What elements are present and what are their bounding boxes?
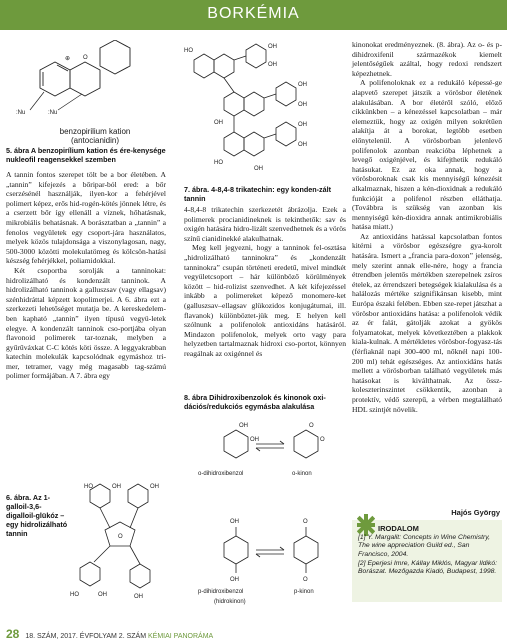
svg-text:HO: HO	[70, 592, 79, 598]
figure8-label: p-kinon	[294, 589, 314, 595]
figure8-caption: 8. ábra Dihidroxibenzolok és kinonok oxi-dációs/redukciós egymásba alakulása	[184, 393, 326, 411]
svg-text:OH: OH	[298, 102, 307, 108]
figure8-structure	[184, 413, 349, 613]
figure8-label: o-dihidroxibenzol	[198, 471, 244, 477]
svg-text::Nu: :Nu	[48, 110, 58, 116]
svg-text:OH: OH	[230, 519, 239, 525]
column2-text	[184, 205, 346, 359]
column2-paragraph: Meg kell jegyezni, hogy a tanninok fel-osztása „hidrolizálható tanninokra” és „kondenzált tanninokra” csupán történeti eredetű, mivel mindkét vegyületcsoport – hár különböző körülmények között – hid-rolizist szenvedhet. A két kifejezéssel inkább a polimereket képező monomere-ket (galluszsav–ellagsav glükozidos konjugátumai, ill. flavanok) különböztet-jük meg. E helyen kell szólnunk a polifenolok antioxidáns hatásáról. Mindazon polifenolok, melyek orto vagy para helyzetben tartalmaznak hidroxi cso-portot, könnyen reagálnak az oxigénnel és	[184, 243, 346, 358]
column3-paragraph: A polifenoloknak ez a redukáló képessé-ge alapvető szerepet játszik a vörösbor életének alakulásában. A bor életéről szóló, előző cikkünkben – a kénezéssel kapcsolatban – már elemeztük, hogy az oxigén milyen sokrétűen alakítja át a borokat, legtöbb esetben előnytelenül. A vörösborban jelenlevő polifenolok azonban reakcióba léphetnek a levegő oxigénjével, és kifejthetik redukáló hatásukat. Ez az oka annak, hogy a vörösboroknak csak kis mennyiségű kénezésit alkalmaznak, hiszen a kén-dioxidnak a redukáló funkcióját a polifenol részben elláthatja. (Továbbra is szükség van azonban kis mennyiségű kén-dioxidra annak antimikrobiális hatása miatt.)	[352, 78, 502, 232]
figure5-structure	[10, 40, 150, 135]
svg-text:O: O	[309, 423, 314, 429]
figure8-label: (hidrokinon)	[214, 599, 246, 605]
figure8-label: o-kinon	[292, 471, 312, 477]
svg-text:OH: OH	[214, 120, 223, 126]
svg-text:HO: HO	[214, 160, 223, 166]
svg-text:HO: HO	[184, 48, 193, 54]
svg-text:OH: OH	[134, 594, 143, 600]
column1-text	[6, 170, 166, 381]
svg-text:OH: OH	[98, 592, 107, 598]
svg-text:OH: OH	[254, 166, 263, 172]
svg-text:OH: OH	[298, 82, 307, 88]
references-box	[352, 520, 502, 602]
figure7-caption: 7. ábra. 4-8,4-8 trikatechin: egy konden-zált tannin	[184, 185, 331, 203]
footer	[6, 627, 213, 641]
author-signature: Hajós György	[451, 508, 500, 517]
column3-text	[352, 40, 502, 414]
page-number: 28	[6, 627, 20, 641]
column3-paragraph: kinonokat eredményeznek. (8. ábra). Az o- és p-dihidroxifenil származékok kiemelt jelentőségűek azáltal, hogy redoxi rendszert képezhetnek.	[352, 40, 502, 78]
column1-paragraph: Két csoportba sorolják a tanninokat: hidrolizálható és kondenzált tanninok. A hidrolizálható tanninok a galluszsav (vagy ellagsav) szénhidráttal képzett kopolimerjei. A 6. ábra ezt a szerkezeti lehetőséget mutatja be. A kereskedelem-ben kapható „tannin” ilyen típusú vegyü-letek elegye. A kondenzált tanninok cso-portjába olyan flavonoid polimerek tar-toznak, melyben a gyűrűváxkat C-C kötés köti össze. A leggyakrabban katechin molekulák kapcsolódnak egymáshoz tri-mer, tetramer, vagy még magasabb tag-számú polimer formájában. A 7. ábra egy	[6, 265, 166, 381]
svg-text:OH: OH	[298, 122, 307, 128]
svg-text:HO: HO	[84, 484, 93, 490]
magazine-brand: KÉMIAI PANORÁMA	[148, 633, 214, 640]
figure5-label-subname: (antocianidin)	[70, 136, 120, 145]
figure5-label-name: benzopirilium kation	[59, 127, 131, 136]
reference-item: [2] Eperjesi Imre, Kállay Miklós, Magyar Ildikó: Borászat. Mezőgazda Kiadó, Budapest, 1998.	[358, 559, 498, 576]
figure6-structure	[70, 480, 168, 600]
asterisk-icon	[357, 514, 375, 536]
svg-text:O: O	[118, 534, 123, 540]
figure5-label	[40, 127, 150, 145]
reference-item: [1] Y. Margalit: Concepts in Wine Chemistry, The wine appreciation Guild ed., San Francisco, 2004.	[358, 534, 491, 558]
column3-paragraph: Az antioxidáns hatással kapcsolatban fontos kitérni a vörösbor egészségre gya-korolt hatására. Ismert a „francia para-doxon” jelenség, mely szerint annak elle-nére, hogy a francia étrendben jelentős mértékben szerepelnek zsíros ételek, az érrendszeri betegségek kialakulása és a halálozás mértéke szignifikánsan kisebb, mint Európa északi felében. Ebben sze-repet játszhat a vörösbor antioxidáns hatása: a polifenolok védik az ér falát, gátolják azokat a gyökös folyamatokat, melyek következtében a plakkok kiala-kulnak. A mértékletes vörösbor-fogyasz-tás (férfiaknál napi 300-400 ml, nőknél napi 100-200 ml) tehát egészséges. Az antioxidáns hatás mellett a vörösborban található vegyületek más hatásokat is kiválthatnak. Az össz-koleszterinszintet csökkentik, azonban a protektív, védő szerepű, a vérben megtalálható HDL szintjét növelik.	[352, 231, 502, 414]
svg-text:O: O	[303, 577, 308, 583]
svg-text:OH: OH	[250, 437, 259, 443]
references-list	[358, 534, 498, 577]
svg-text:OH: OH	[268, 62, 277, 68]
svg-text:O: O	[83, 55, 88, 61]
section-title: BORKÉMIA	[207, 5, 300, 22]
svg-text:OH: OH	[230, 577, 239, 583]
column1-paragraph: A tannin fontos szerepet tölt be a bor életében. A „tannin” kifejezés a bőripar-ból ered: a bőr cserzésénél használják, ilyen-kor a fehérjével polimert képez, erős hid-rogén-kötés jönnek létre, és a cserzett bőr így ellenáll a víznek, hőhatásnak, mikrobiális behatásnak. A borásztatban a „tannin” a fenolos vegyületek egy csoport-jára használatos, melyek közös tulajdonsága a viszonylagosan, nagy, 500-3000 közötti molekulatömeg és kölcsön-hatási készség fehérjékkel, poliamidokkal.	[6, 170, 166, 266]
references-title: IRODALOM	[378, 524, 419, 533]
issue-text: 18. SZÁM, 2017. ÉVFOLYAM 2. SZÁM	[25, 633, 147, 640]
column2-paragraph: 4-8,4-8 trikatechin szerkezetét ábrázolja. Ezek a polimerek procianidineknek is tekinthetők: sav és oxigén hatására hidro-lizált szenvedhetnek és a vörös színű cianidinekké alakulhatnak.	[184, 205, 346, 243]
plus-sign: ⊕	[65, 56, 71, 62]
svg-text::Nu: :Nu	[16, 110, 26, 116]
svg-text:OH: OH	[112, 484, 121, 490]
svg-text:OH: OH	[150, 484, 159, 490]
figure8-label: p-dihidroxibenzol	[198, 589, 244, 595]
svg-text:OH: OH	[268, 44, 277, 50]
figure7-structure	[184, 40, 346, 180]
figure5-caption: 5. ábra A benzopirílium kation és ére-kenysége nukleofil reagensekkel szemben	[6, 146, 166, 164]
svg-text:OH: OH	[239, 423, 248, 429]
svg-text:O: O	[320, 437, 325, 443]
figure6-caption: 6. ábra. Az 1-galloil-3,6-digalloil-glükóz – egy hidrolizálható tannin	[6, 493, 68, 538]
svg-text:OH: OH	[298, 142, 307, 148]
svg-text:O: O	[303, 519, 308, 525]
header-band	[0, 0, 507, 30]
